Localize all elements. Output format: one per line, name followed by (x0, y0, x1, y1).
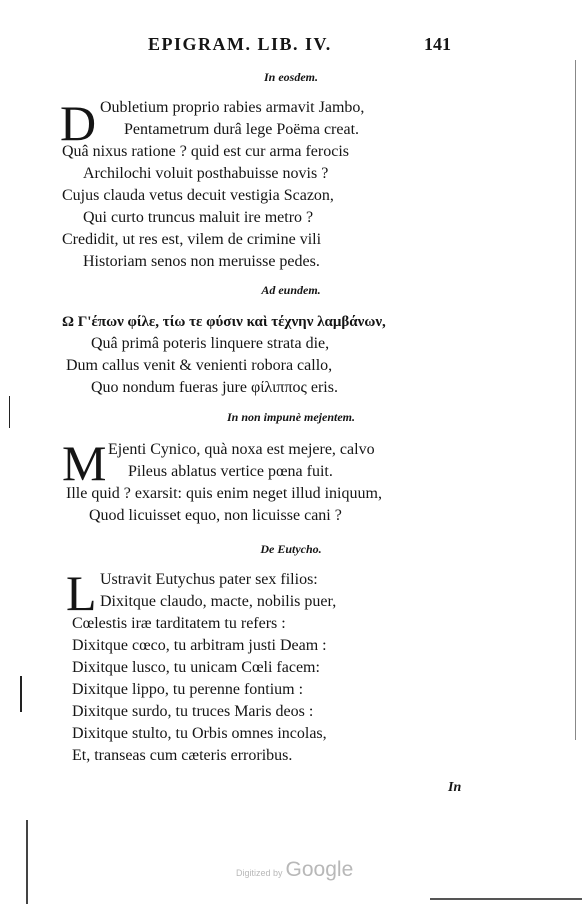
verse-line: Oubletium proprio rabies armavit Jambo, (100, 99, 365, 116)
binding-edge (26, 820, 28, 904)
running-title: EPIGRAM. LIB. IV. (148, 34, 332, 54)
verse-line: Ustravit Eutychus pater sex filios: (100, 571, 318, 588)
drop-cap-initial: M (62, 435, 107, 491)
margin-mark (9, 396, 10, 428)
page-number: 141 (424, 34, 451, 54)
verse-line: Qui curto truncus maluit ire metro ? (83, 209, 314, 226)
verse-line: Dixitque claudo, macte, nobilis puer, (100, 593, 337, 610)
drop-cap-initial: L (66, 565, 97, 621)
epigram-heading: Ad eundem. (261, 283, 321, 297)
epigram-heading: De Eutycho. (260, 542, 322, 556)
verse-line: Cœlestis iræ tarditatem tu refers : (72, 615, 286, 632)
verse-line: Archilochi voluit posthabuisse novis ? (83, 165, 329, 182)
watermark-prefix: Digitized by (236, 868, 283, 878)
verse-line: Ω Γ'έπων φίλε, τίω τε φύσιν καὶ τέχνην λαμβάνων, (62, 314, 386, 330)
right-edge (575, 60, 576, 740)
verse-line: Credidit, ut res est, vilem de crimine vili (62, 231, 322, 248)
drop-cap-initial: D (60, 95, 97, 151)
verse-line: Pentametrum durâ lege Poëma creat. (124, 121, 360, 138)
watermark-brand: Google (285, 858, 354, 881)
catchword: In (448, 780, 462, 795)
verse-line: Ille quid ? exarsit: quis enim neget illud iniquum, (66, 485, 382, 502)
verse-line: Quâ nixus ratione ? quid est cur arma ferocis (62, 143, 350, 160)
verse-line: Quâ primâ poteris linquere strata die, (91, 335, 330, 352)
verse-line: Ejenti Cynico, quà noxa est mejere, calvo (108, 441, 375, 458)
verse-line: Cujus clauda vetus decuit vestigia Scazon, (62, 187, 334, 204)
verse-line: Pileus ablatus vertice pœna fuit. (128, 463, 333, 480)
verse-line: Dixitque lusco, tu unicam Cœli facem: (72, 659, 320, 676)
verse-line: Quo nondum fueras jure φίλιππος eris. (91, 379, 338, 396)
epigram-heading: In eosdem. (264, 70, 318, 84)
verse-line: Historiam senos non meruisse pedes. (83, 253, 320, 270)
bottom-edge (430, 898, 582, 900)
verse-line: Dum callus venit & venienti robora callo, (66, 357, 333, 374)
verse-line: Dixitque cœco, tu arbitram justi Deam : (72, 637, 327, 654)
margin-mark (20, 676, 22, 712)
verse-line: Dixitque stulto, tu Orbis omnes incolas, (72, 725, 327, 742)
verse-line: Dixitque lippo, tu perenne fontium : (72, 681, 304, 698)
verse-line: Dixitque surdo, tu truces Maris deos : (72, 703, 314, 720)
digitization-watermark (236, 858, 353, 882)
epigram-heading: In non impunè mejentem. (226, 410, 356, 424)
verse-line: Quod licuisset equo, non licuisse cani ? (89, 507, 342, 524)
verse-line: Et, transeas cum cæteris erroribus. (72, 747, 293, 764)
